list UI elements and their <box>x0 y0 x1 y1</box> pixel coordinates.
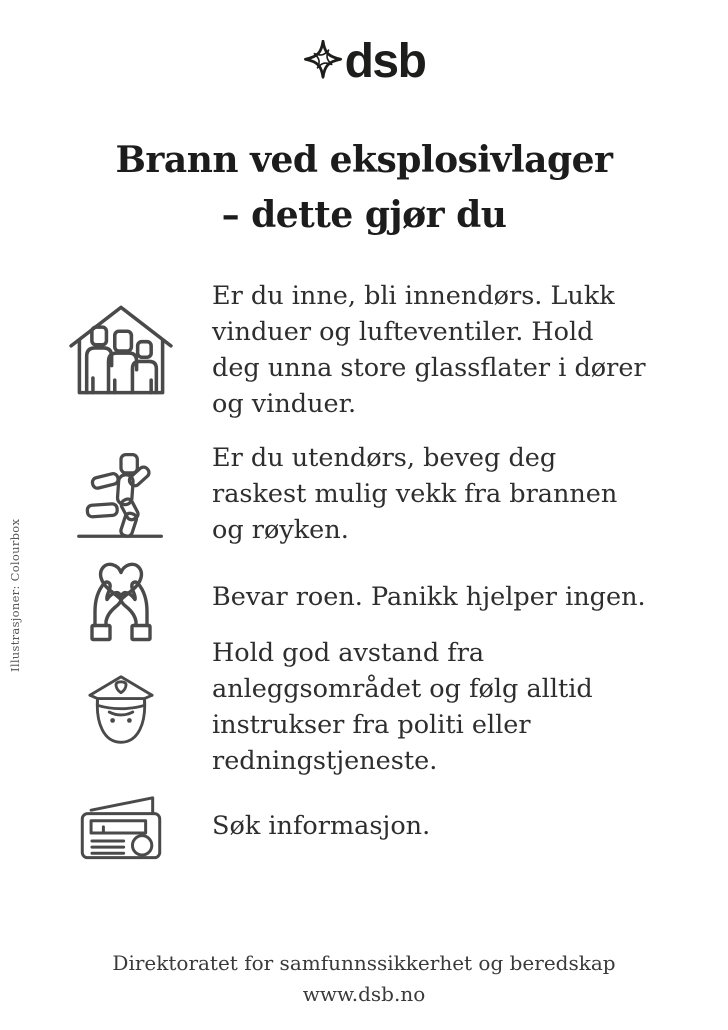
footer <box>0 948 728 1010</box>
house-family-icon <box>64 303 178 397</box>
logo-wordmark: dsb <box>344 35 426 88</box>
footer-organization: Direktoratet for samfunnssikkerhet og beredskap <box>112 951 616 975</box>
dsb-star-icon <box>303 40 343 80</box>
dsb-logo <box>0 35 728 88</box>
instruction-text: Er du utendørs, beveg deg raskest mulig vekk fra brannen og røyken. <box>212 443 618 546</box>
police-officer-icon <box>64 655 178 759</box>
illustration-credit: Illustrasjoner: Colourbox <box>8 518 22 672</box>
instruction-text: Bevar roen. Panikk hjelper ingen. <box>212 581 646 612</box>
instruction-row-indoors <box>64 276 648 424</box>
instruction-text: Søk informasjon. <box>212 810 431 841</box>
instruction-text: Er du inne, bli innendørs. Lukk vinduer og lufteventiler. Hold deg unna store glassflater i dører og vinduer. <box>212 280 646 420</box>
instruction-row-outdoors <box>64 440 648 549</box>
title-line-1: Brann ved eksplosivlager <box>115 139 613 181</box>
running-person-icon <box>64 449 178 539</box>
instruction-row-information <box>64 784 648 868</box>
radio-icon <box>64 785 178 867</box>
title-line-2: – dette gjør du <box>221 193 507 236</box>
instruction-text: Hold god avstand fra anleggsområdet og følg alltid instrukser fra politi eller redningstjeneste. <box>212 637 593 777</box>
page-title <box>40 133 688 242</box>
footer-url: www.dsb.no <box>302 982 426 1006</box>
instruction-row-distance <box>64 632 648 782</box>
